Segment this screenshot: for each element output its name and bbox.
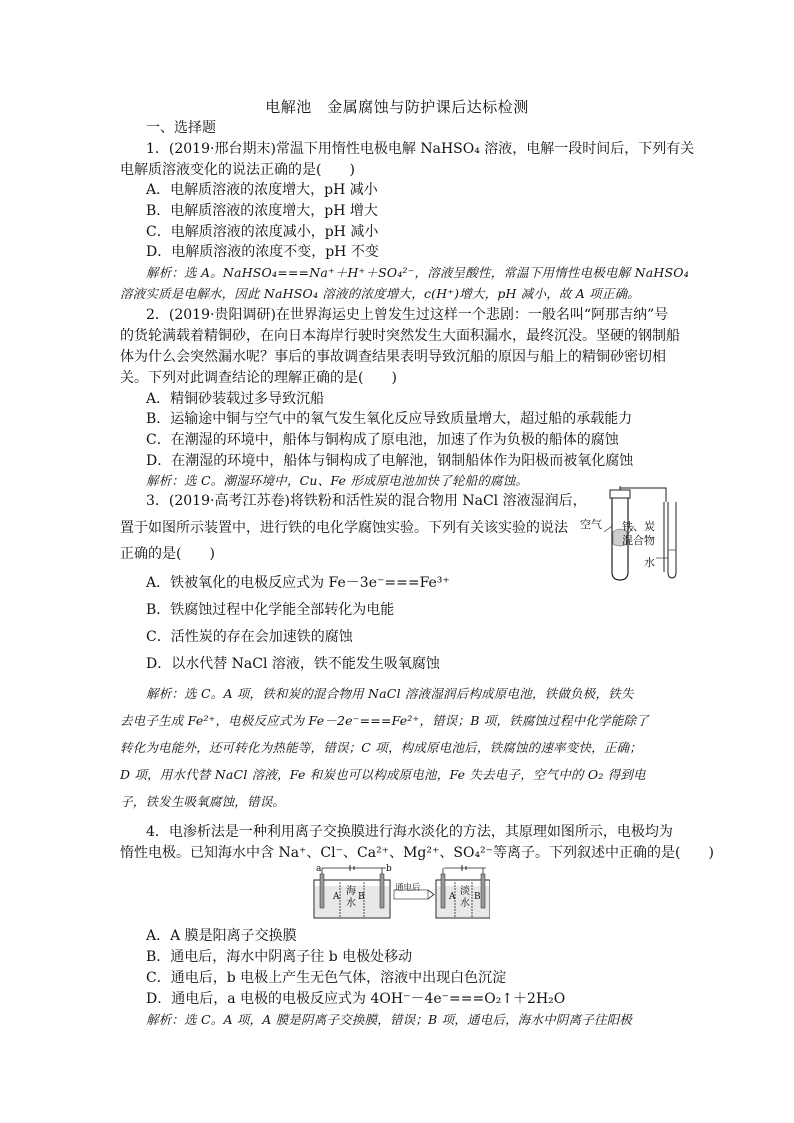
fig-arrow-label: 通电后 bbox=[395, 883, 421, 893]
q2-stem-line2: 的货轮满载着精铜砂，在向日本海岸行驶时突然发生大面积漏水，最终沉没。坚硬的钢制船 bbox=[120, 328, 680, 344]
q1-analysis-line2: 溶液实质是电解水，因此 NaHSO₄ 溶液的浓度增大，c(H⁺)增大，pH 减小，故 A 项正确。 bbox=[120, 286, 640, 301]
q3-stem-line3: 正确的是( ) bbox=[120, 546, 215, 562]
fig-membrane-b-left: B bbox=[358, 892, 365, 902]
fig-membrane-b-right: B bbox=[474, 892, 481, 902]
q2-analysis-line1: 解析：选 C。潮湿环境中，Cu、Fe 形成原电池加快了轮船的腐蚀。 bbox=[146, 473, 529, 488]
q4-option-b: B．通电后，海水中阴离子往 b 电极处移动 bbox=[146, 949, 413, 965]
q3-analysis-line1: 解析：选 C。A 项，铁和炭的混合物用 NaCl 溶液湿润后构成原电池，铁做负极，铁失 bbox=[146, 686, 634, 701]
fig-electrode-b: b bbox=[386, 864, 392, 874]
q2-option-c: C．在潮湿的环境中，船体与铜构成了原电池，加速了作为负极的船体的腐蚀 bbox=[146, 432, 619, 448]
q3-analysis-line5: 子，铁发生吸氧腐蚀，错误。 bbox=[120, 794, 286, 809]
q1-option-b: B．电解质溶液的浓度增大，pH 增大 bbox=[146, 203, 378, 219]
q4-option-a: A．A 膜是阳离子交换膜 bbox=[146, 928, 297, 944]
q1-stem-line2: 电解质溶液变化的说法正确的是( ) bbox=[120, 162, 355, 178]
q4-stem-line1: 4．电渗析法是一种利用离子交换膜进行海水淡化的方法，其原理如图所示，电极均为 bbox=[146, 824, 673, 840]
q4-option-c: C．通电后，b 电极上产生无色气体，溶液中出现白色沉淀 bbox=[146, 970, 507, 986]
fig-membrane-a-right: A bbox=[449, 892, 456, 902]
q2-option-a: A．精铜砂装载过多导致沉船 bbox=[146, 391, 325, 407]
fig-freshwater-1: 淡 bbox=[460, 886, 470, 897]
q1-analysis-line1: 解析：选 A。NaHSO₄===Na⁺＋H⁺＋SO₄²⁻，溶液呈酸性，常温下用惰性电极电解 NaHSO₄ bbox=[146, 265, 689, 280]
fig-seawater-1: 海 bbox=[346, 886, 356, 897]
q3-option-d: D．以水代替 NaCl 溶液，铁不能发生吸氧腐蚀 bbox=[146, 656, 440, 672]
fig-label-mixture-2: 混合物 bbox=[622, 534, 655, 547]
q1-option-a: A．电解质溶液的浓度增大，pH 减小 bbox=[146, 182, 378, 198]
q1-option-c: C．电解质溶液的浓度减小，pH 减小 bbox=[146, 224, 379, 240]
q3-analysis-line3: 转化为电能外，还可转化为热能等，错误；C 项，构成原电池后，铁腐蚀的速率变快，正确； bbox=[120, 740, 642, 755]
fig-seawater-2: 水 bbox=[346, 898, 356, 909]
page-title: 电解池 金属腐蚀与防护课后达标检测 bbox=[265, 98, 529, 116]
fig-electrode-a: a bbox=[316, 864, 322, 874]
fig-label-air: 空气 bbox=[580, 518, 602, 531]
q3-option-a: A．铁被氧化的电极反应式为 Fe－3e⁻===Fe³⁺ bbox=[146, 575, 450, 591]
fig-membrane-a-left: A bbox=[333, 892, 340, 902]
q3-stem-line1: 3．(2019·高考江苏卷)将铁粉和活性炭的混合物用 NaCl 溶液湿润后， bbox=[146, 493, 587, 509]
q3-analysis-line2: 去电子生成 Fe²⁺，电极反应式为 Fe－2e⁻===Fe²⁺，错误；B 项，铁腐蚀过程中化学能除了 bbox=[120, 713, 649, 728]
fig-label-water: 水 bbox=[644, 556, 655, 569]
section-heading: 一、选择题 bbox=[146, 120, 216, 136]
fig-freshwater-2: 水 bbox=[460, 898, 470, 909]
q3-stem-line2: 置于如图所示装置中，进行铁的电化学腐蚀实验。下列有关该实验的说法 bbox=[120, 520, 568, 536]
q2-stem-line4: 关。下列对此调查结论的理解正确的是( ) bbox=[120, 370, 397, 386]
fig-label-mixture-1: 铁、炭 bbox=[622, 520, 655, 533]
q4-stem-line2: 惰性电极。已知海水中含 Na⁺、Cl⁻、Ca²⁺、Mg²⁺、SO₄²⁻等离子。下列叙述中正确的是( ) bbox=[120, 845, 714, 861]
q1-option-d: D．电解质溶液的浓度不变，pH 不变 bbox=[146, 244, 379, 260]
q2-stem-line3: 体为什么会突然漏水呢？事后的事故调查结果表明导致沉船的原因与船上的精铜砂密切相 bbox=[120, 349, 666, 365]
q3-option-b: B．铁腐蚀过程中化学能全部转化为电能 bbox=[146, 602, 395, 618]
q4-option-d: D．通电后，a 电极的电极反应式为 4OH⁻－4e⁻===O₂↑＋2H₂O bbox=[146, 991, 566, 1007]
q4-analysis-line1: 解析：选 C。A 项，A 膜是阴离子交换膜，错误；B 项，通电后，海水中阴离子往阳极 bbox=[146, 1012, 633, 1027]
q3-analysis-line4: D 项，用水代替 NaCl 溶液，Fe 和炭也可以构成原电池，Fe 失去电子，空气中的 O₂ 得到电 bbox=[120, 767, 646, 782]
q2-stem-line1: 2．(2019·贵阳调研)在世界海运史上曾发生过这样一个悲剧：一般名叫“阿那吉纳”号 bbox=[146, 307, 669, 323]
q3-option-c: C．活性炭的存在会加速铁的腐蚀 bbox=[146, 629, 353, 645]
q1-stem-line1: 1．(2019·邢台期末)常温下用惰性电极电解 NaHSO₄ 溶液，电解一段时间后，下列有关 bbox=[146, 141, 695, 157]
q2-option-b: B．运输途中铜与空气中的氧气发生氧化反应导致质量增大，超过船的承载能力 bbox=[146, 411, 633, 427]
q2-option-d: D．在潮湿的环境中，船体与铜构成了电解池，钢制船体作为阳极而被氧化腐蚀 bbox=[146, 453, 634, 469]
